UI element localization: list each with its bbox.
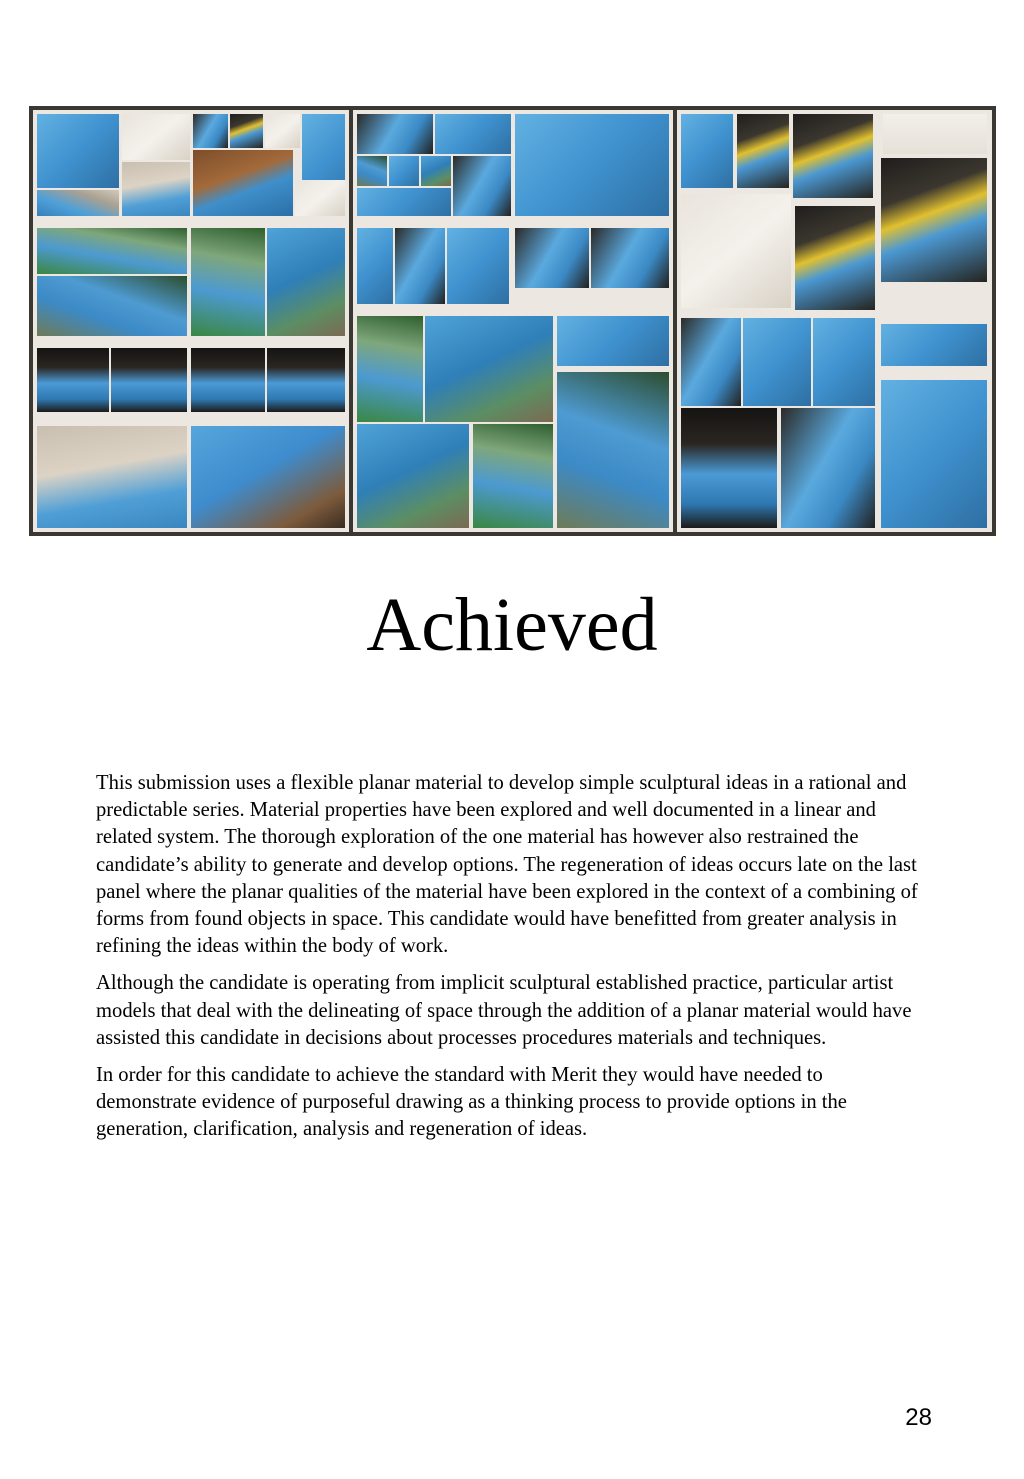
collage-photo xyxy=(591,228,669,288)
collage-photo xyxy=(37,114,119,188)
page-title: Achieved xyxy=(366,583,658,667)
collage-photo xyxy=(111,348,187,412)
collage-photo xyxy=(435,114,511,154)
collage-photo xyxy=(515,228,589,288)
photo-collage xyxy=(29,106,996,536)
collage-photo xyxy=(37,348,109,412)
collage-photo xyxy=(37,426,187,528)
collage-photo xyxy=(813,318,875,406)
collage-photo xyxy=(357,228,393,304)
collage-photo xyxy=(453,156,511,216)
collage-photo xyxy=(37,276,187,336)
commentary-paragraph-2: Although the candidate is operating from implicit sculptural established practice, particular artist models that deal with the delineating of space through the addition of a planar material would have assisted this candidate in decisions about processes procedures materials and techniques. xyxy=(96,972,912,1049)
collage-panel-3 xyxy=(677,110,992,532)
collage-photo xyxy=(389,156,419,186)
collage-photo xyxy=(881,158,987,282)
collage-photo xyxy=(191,426,345,528)
collage-photo xyxy=(795,206,875,310)
collage-photo xyxy=(37,228,187,274)
collage-photo xyxy=(37,190,119,216)
collage-photo xyxy=(473,424,553,528)
collage-photo xyxy=(681,114,733,188)
collage-photo xyxy=(781,408,875,528)
collage-photo xyxy=(557,372,669,528)
collage-photo xyxy=(557,316,669,366)
collage-photo xyxy=(191,228,265,336)
collage-panel-1 xyxy=(33,110,349,532)
collage-photo xyxy=(193,150,293,216)
collage-photo xyxy=(357,316,423,422)
collage-panel-2 xyxy=(353,110,673,532)
collage-photo xyxy=(267,348,345,412)
collage-photo xyxy=(681,194,791,308)
collage-photo xyxy=(881,324,987,366)
collage-photo xyxy=(122,114,190,160)
collage-photo xyxy=(681,408,777,528)
collage-photo xyxy=(122,162,190,216)
collage-photo xyxy=(681,318,741,406)
collage-photo xyxy=(395,228,445,304)
collage-photo xyxy=(743,318,811,406)
collage-photo xyxy=(191,348,265,412)
collage-photo xyxy=(425,316,553,422)
collage-photo xyxy=(883,114,987,154)
collage-photo xyxy=(515,114,669,216)
collage-photo xyxy=(357,424,469,528)
collage-photo xyxy=(881,380,987,528)
collage-photo xyxy=(357,156,387,186)
collage-photo xyxy=(737,114,789,188)
collage-photo xyxy=(421,156,451,186)
collage-photo xyxy=(295,180,345,216)
commentary-paragraph-3: In order for this candidate to achieve the standard with Merit they would have needed to demonstrate evidence of purposeful drawing as a thinking process to provide options in the generation, clarification, analysis and regeneration of ideas. xyxy=(96,1064,847,1141)
collage-photo xyxy=(357,188,451,216)
collage-photo xyxy=(230,114,263,148)
collage-photo xyxy=(447,228,509,304)
page-number: 28 xyxy=(905,1404,932,1431)
assessment-commentary xyxy=(96,770,920,1154)
collage-photo xyxy=(267,228,345,336)
commentary-paragraph-1: This submission uses a flexible planar material to develop simple sculptural ideas in a rational and predictable series. Material properties have been explored and well documented in a linear and related system. The thorough exploration of the one material has however also restrained the candidate’s ability to generate and develop options. The regeneration of ideas occurs late on the last panel where the planar qualities of the material have been explored in the context of a combining of forms from found objects in space. This candidate would have benefitted from greater analysis in refining the ideas within the body of work. xyxy=(96,772,918,958)
collage-photo xyxy=(193,114,228,148)
collage-photo xyxy=(793,114,873,198)
collage-photo xyxy=(265,114,300,148)
collage-photo xyxy=(357,114,433,154)
